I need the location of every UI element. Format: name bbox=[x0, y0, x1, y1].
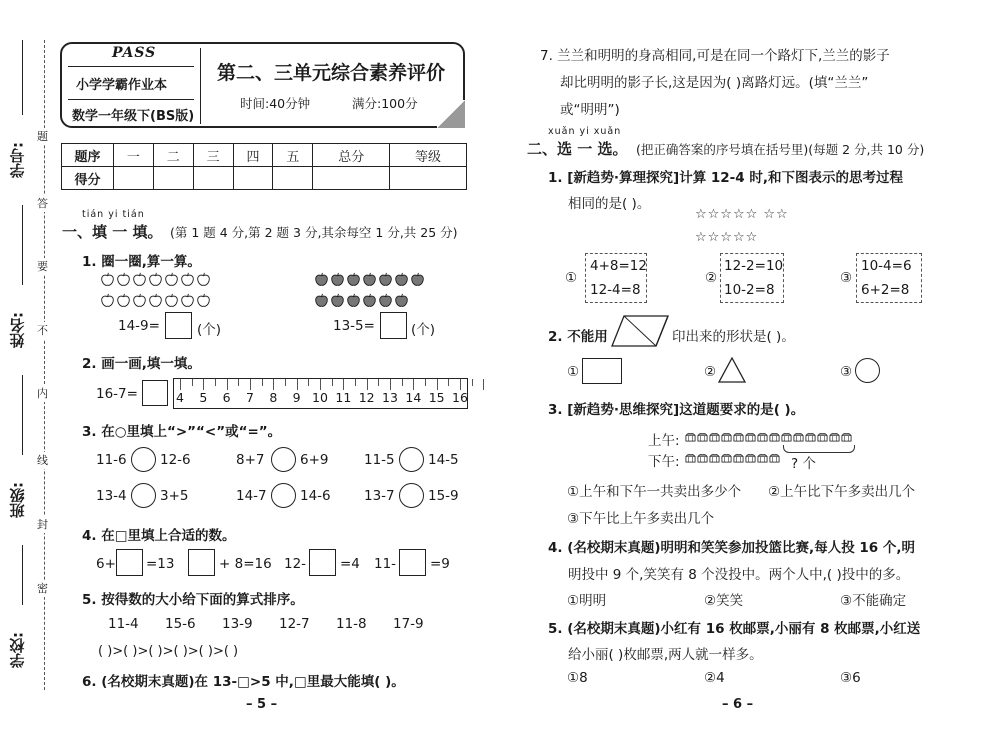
page-number-left: – 5 – bbox=[246, 697, 278, 712]
q4-expr-d-left: 11- bbox=[374, 556, 397, 572]
rectangle-shape-icon bbox=[582, 358, 622, 384]
r-q2-option1-marker[interactable]: ① bbox=[567, 364, 580, 380]
score-cell[interactable] bbox=[114, 167, 154, 190]
page-curl-decoration bbox=[437, 100, 465, 128]
r-q1-option1-step2: 12-4=8 bbox=[590, 282, 641, 298]
apple-icon bbox=[164, 293, 180, 312]
r-q2-line-a: 2. 不能用 bbox=[548, 329, 608, 345]
ruler-tick bbox=[273, 379, 274, 390]
margin-blank-line bbox=[22, 40, 23, 115]
seal-char: 封 bbox=[37, 518, 48, 531]
r-q3-option3[interactable]: ③下午比上午多卖出几个 bbox=[567, 511, 715, 527]
q5-order-blanks[interactable]: ( )>( )>( )>( )>( )>( ) bbox=[98, 644, 239, 659]
q5-title: 5. 按得数的大小给下面的算式排序。 bbox=[82, 592, 304, 608]
q1-answer-box-a[interactable] bbox=[165, 312, 192, 339]
r-q1-option2-step1: 12-2=10 bbox=[724, 258, 784, 274]
seal-char: 题 bbox=[37, 130, 48, 143]
cake-icon bbox=[709, 451, 721, 467]
number-ruler bbox=[173, 378, 468, 409]
q4-expr-c-left: 12- bbox=[284, 556, 307, 572]
cake-icon bbox=[697, 451, 709, 467]
q6-title: 6. (名校期末真题)在 13-□>5 中,□里最大能填( )。 bbox=[82, 674, 405, 690]
ruler-label: 4 bbox=[176, 390, 184, 405]
q3-compare-circle[interactable] bbox=[131, 447, 156, 472]
cake-icon bbox=[757, 451, 769, 467]
margin-field-name: 姓名: bbox=[8, 312, 27, 348]
cake-icon bbox=[769, 430, 781, 446]
apple-icon bbox=[362, 293, 378, 312]
r-q1-option2-marker[interactable]: ② bbox=[705, 270, 718, 286]
ruler-tick bbox=[308, 379, 309, 386]
ruler-tick bbox=[343, 379, 344, 390]
ruler-tick bbox=[483, 379, 484, 390]
q4-answer-box-a[interactable] bbox=[116, 549, 143, 576]
q3-compare-circle[interactable] bbox=[399, 483, 424, 508]
q2-equation: 16-7= bbox=[96, 386, 138, 402]
q3-right-expr: 15-9 bbox=[428, 488, 459, 504]
ruler-label: 16 bbox=[452, 390, 468, 405]
q3-compare-circle[interactable] bbox=[271, 483, 296, 508]
ruler-tick bbox=[320, 379, 321, 390]
score-table-header: 总分 bbox=[313, 144, 390, 167]
score-cell[interactable] bbox=[153, 167, 193, 190]
q3-left-expr: 8+7 bbox=[236, 452, 265, 468]
r-q3-morning-label: 上午: bbox=[648, 433, 680, 449]
score-table-label: 得分 bbox=[62, 167, 114, 190]
score-cell[interactable] bbox=[273, 167, 313, 190]
r-q4-option2[interactable]: ②笑笑 bbox=[704, 593, 744, 609]
q3-right-expr: 14-6 bbox=[300, 488, 331, 504]
cake-icon bbox=[841, 430, 853, 446]
apple-group-filled bbox=[314, 272, 464, 312]
apple-icon bbox=[148, 272, 164, 291]
ruler-tick bbox=[425, 379, 426, 386]
cake-icon bbox=[697, 430, 709, 446]
apple-icon bbox=[346, 293, 362, 312]
q4-expr-c-right: =4 bbox=[340, 556, 360, 572]
margin-blank-line bbox=[22, 205, 23, 285]
apple-icon bbox=[410, 272, 426, 291]
r-q4-option3[interactable]: ③不能确定 bbox=[840, 593, 907, 609]
ruler-label: 6 bbox=[222, 390, 231, 405]
ruler-tick bbox=[180, 379, 181, 390]
q3-compare-circle[interactable] bbox=[399, 447, 424, 472]
ruler-tick bbox=[297, 379, 298, 390]
margin-field-school: 学校: bbox=[8, 632, 27, 668]
cake-icon bbox=[805, 430, 817, 446]
q3-right-expr: 12-6 bbox=[160, 452, 191, 468]
triangle-shape-icon bbox=[718, 357, 746, 383]
ruler-label: 12 bbox=[358, 390, 375, 405]
ruler-tick bbox=[203, 379, 204, 390]
score-table-header: 等级 bbox=[390, 144, 467, 167]
r-q1-option3-step1: 10-4=6 bbox=[861, 258, 912, 274]
q2-title: 2. 画一画,填一填。 bbox=[82, 356, 201, 372]
r-q3-line: 3. [新趋势·思维探究]这道题要求的是( )。 bbox=[548, 402, 805, 418]
ruler-tick bbox=[215, 379, 216, 386]
circle-shape-icon bbox=[855, 358, 880, 383]
q3-compare-circle[interactable] bbox=[131, 483, 156, 508]
score-cell[interactable] bbox=[390, 167, 467, 190]
apple-icon bbox=[132, 272, 148, 291]
apple-icon bbox=[346, 272, 362, 291]
margin-field-student-id: 学号: bbox=[8, 142, 27, 178]
ruler-label: 5 bbox=[199, 390, 208, 405]
cake-icon bbox=[817, 430, 829, 446]
q3-left-expr: 11-6 bbox=[96, 452, 127, 468]
r-q1-option3-step2: 6+2=8 bbox=[861, 282, 910, 298]
header-rule bbox=[68, 66, 194, 67]
exam-time: 时间:40分钟 bbox=[240, 96, 311, 111]
score-cell[interactable] bbox=[193, 167, 233, 190]
apple-icon bbox=[314, 272, 330, 291]
score-table-header: 三 bbox=[193, 144, 233, 167]
ruler-tick bbox=[437, 379, 438, 390]
q3-left-expr: 13-7 bbox=[364, 488, 395, 504]
score-table-header: 一 bbox=[114, 144, 154, 167]
apple-icon bbox=[100, 272, 116, 291]
section1-title: 一、填 一 填。 bbox=[62, 223, 163, 241]
margin-field-class: 班级: bbox=[8, 482, 27, 518]
margin-blank-line bbox=[22, 375, 23, 455]
q1-title: 1. 圈一圈,算一算。 bbox=[82, 254, 201, 270]
seal-char: 答 bbox=[37, 197, 48, 210]
q1-answer-box-b[interactable] bbox=[380, 312, 407, 339]
apple-icon bbox=[394, 272, 410, 291]
ruler-tick bbox=[192, 379, 193, 386]
r-q5-option2[interactable]: ②4 bbox=[704, 670, 725, 686]
q4-expr-d-right: =9 bbox=[430, 556, 450, 572]
r-q5-line1: 5. (名校期末真题)小红有 16 枚邮票,小丽有 8 枚邮票,小红送 bbox=[548, 621, 921, 637]
r-q1-line2: 相同的是( )。 bbox=[568, 196, 651, 212]
q2-answer-box[interactable] bbox=[142, 380, 168, 406]
r-q1-option1-step1: 4+8=12 bbox=[590, 258, 647, 274]
section1-note: (第 1 题 4 分,第 2 题 3 分,其余每空 1 分,共 25 分) bbox=[170, 225, 458, 240]
cakes-morning-row bbox=[685, 430, 853, 446]
q3-compare-circle[interactable] bbox=[271, 447, 296, 472]
exam-full-score: 满分:100分 bbox=[352, 96, 418, 111]
apple-icon bbox=[148, 293, 164, 312]
r-q4-line2: 明投中 9 个,笑笑有 8 个没投中。两个人中,( )投中的多。 bbox=[568, 567, 910, 583]
q4-expr-b: + 8=16 bbox=[219, 556, 272, 572]
q3-left-expr: 14-7 bbox=[236, 488, 267, 504]
score-cell[interactable] bbox=[233, 167, 273, 190]
q3-right-expr: 3+5 bbox=[160, 488, 189, 504]
page-title: 第二、三单元综合素养评价 bbox=[217, 62, 446, 84]
r-q4-option1[interactable]: ①明明 bbox=[567, 593, 607, 609]
ruler-tick bbox=[413, 379, 414, 390]
r-q3-option2[interactable]: ②上午比下午多卖出几个 bbox=[768, 484, 916, 500]
apple-icon bbox=[378, 272, 394, 291]
ruler-tick bbox=[332, 379, 333, 386]
r-q5-option3[interactable]: ③6 bbox=[840, 670, 861, 686]
score-table bbox=[61, 143, 467, 190]
seal-char: 密 bbox=[37, 582, 48, 595]
cake-icon bbox=[793, 430, 805, 446]
q1-equation-b: 13-5= bbox=[333, 318, 375, 334]
apple-icon bbox=[330, 272, 346, 291]
cake-icon bbox=[781, 430, 793, 446]
cake-icon bbox=[757, 430, 769, 446]
r-q4-line1: 4. (名校期末真题)明明和笑笑参加投篮比赛,每人投 16 个,明 bbox=[548, 540, 916, 556]
ruler-tick bbox=[227, 379, 228, 390]
ruler-tick bbox=[367, 379, 368, 390]
prism-stamp-icon bbox=[610, 314, 670, 348]
ruler-label: 8 bbox=[269, 390, 278, 405]
q5-expression: 11-8 bbox=[336, 616, 367, 632]
seal-char: 要 bbox=[37, 260, 48, 273]
cake-icon bbox=[685, 430, 697, 446]
ruler-tick bbox=[472, 379, 473, 386]
r-q5-option1[interactable]: ①8 bbox=[567, 670, 588, 686]
r-q7-line2: 却比明明的影子长,这是因为( )离路灯远。(填“兰兰” bbox=[560, 75, 869, 91]
stars-row-1: ☆☆☆☆☆ ☆☆ bbox=[695, 207, 789, 222]
apple-icon bbox=[100, 293, 116, 312]
score-table-header: 题序 bbox=[62, 144, 114, 167]
section2-title: 二、选 一 选。 bbox=[527, 140, 628, 158]
q4-expr-a-right: =13 bbox=[146, 556, 175, 572]
score-table-header: 四 bbox=[233, 144, 273, 167]
seal-char: 内 bbox=[37, 387, 48, 400]
header-rule bbox=[68, 99, 194, 100]
apple-icon bbox=[330, 293, 346, 312]
r-q7-line1: 7. 兰兰和明明的身高相同,可是在同一个路灯下,兰兰的影子 bbox=[540, 48, 890, 64]
ruler-label: 10 bbox=[312, 390, 328, 405]
q4-title: 4. 在□里填上合适的数。 bbox=[82, 528, 236, 544]
apple-icon bbox=[180, 272, 196, 291]
ruler-label: 15 bbox=[428, 390, 445, 405]
ruler-tick bbox=[262, 379, 263, 386]
grade-edition: 数学一年级下(BS版) bbox=[72, 109, 195, 124]
r-q3-option1[interactable]: ①上午和下午一共卖出多少个 bbox=[567, 484, 742, 500]
r-q2-option3-marker[interactable]: ③ bbox=[840, 364, 853, 380]
q4-answer-box-b[interactable] bbox=[188, 549, 215, 576]
r-q1-line1: 1. [新趋势·算理探究]计算 12-4 时,和下图表示的思考过程 bbox=[548, 170, 904, 186]
q3-right-expr: 6+9 bbox=[300, 452, 329, 468]
score-table-header: 二 bbox=[153, 144, 193, 167]
ruler-tick bbox=[390, 379, 391, 390]
stars-row-2: ☆☆☆☆☆ bbox=[695, 230, 759, 245]
title-header bbox=[60, 42, 465, 128]
r-q1-option2-step2: 10-2=8 bbox=[724, 282, 775, 298]
q4-answer-box-c[interactable] bbox=[309, 549, 336, 576]
cake-icon bbox=[685, 451, 697, 467]
ruler-tick bbox=[238, 379, 239, 386]
ruler-tick bbox=[460, 379, 461, 390]
cake-icon bbox=[733, 430, 745, 446]
ruler-tick bbox=[355, 379, 356, 386]
r-q3-unknown-label: ? 个 bbox=[791, 456, 816, 472]
cake-icon bbox=[745, 430, 757, 446]
apple-icon bbox=[314, 293, 330, 312]
cake-icon bbox=[769, 451, 781, 467]
ruler-tick bbox=[285, 379, 286, 386]
q5-expression: 13-9 bbox=[222, 616, 253, 632]
series-name: 小学学霸作业本 bbox=[76, 78, 168, 93]
apple-group-outline bbox=[100, 272, 250, 312]
q1-unit-b: (个) bbox=[411, 322, 436, 338]
apple-icon bbox=[180, 293, 196, 312]
cake-icon bbox=[709, 430, 721, 446]
section2-note: (把正确答案的序号填在括号里)(每题 2 分,共 10 分) bbox=[636, 142, 925, 157]
q4-answer-box-d[interactable] bbox=[399, 549, 426, 576]
brand-logo: PASS bbox=[112, 45, 157, 61]
page-number-right: – 6 – bbox=[722, 697, 754, 712]
section1-pinyin: tián yi tián bbox=[82, 209, 145, 220]
q4-expr-a-left: 6+ bbox=[96, 556, 116, 572]
q1-equation-a: 14-9= bbox=[118, 318, 160, 334]
cake-icon bbox=[829, 430, 841, 446]
cake-icon bbox=[721, 451, 733, 467]
q3-right-expr: 14-5 bbox=[428, 452, 459, 468]
header-divider bbox=[200, 48, 201, 124]
r-q5-line2: 给小丽( )枚邮票,两人就一样多。 bbox=[568, 647, 763, 663]
margin-blank-line bbox=[22, 545, 23, 605]
seal-char: 线 bbox=[37, 454, 48, 467]
ruler-tick bbox=[448, 379, 449, 386]
apple-icon bbox=[394, 293, 410, 312]
score-table-header: 五 bbox=[273, 144, 313, 167]
q5-expression: 11-4 bbox=[108, 616, 139, 632]
cake-icon bbox=[745, 451, 757, 467]
q5-expression: 17-9 bbox=[393, 616, 424, 632]
q3-left-expr: 11-5 bbox=[364, 452, 395, 468]
apple-icon bbox=[378, 293, 394, 312]
apple-icon bbox=[132, 293, 148, 312]
seal-char: 不 bbox=[37, 324, 48, 337]
ruler-tick bbox=[250, 379, 251, 390]
q3-left-expr: 13-4 bbox=[96, 488, 127, 504]
q5-expression: 15-6 bbox=[165, 616, 196, 632]
cakes-afternoon-row bbox=[685, 451, 781, 467]
r-q2-line-b: 印出来的形状是( )。 bbox=[672, 329, 795, 345]
apple-icon bbox=[196, 293, 212, 312]
ruler-label: 13 bbox=[382, 390, 398, 405]
cake-icon bbox=[733, 451, 745, 467]
apple-icon bbox=[362, 272, 378, 291]
apple-icon bbox=[116, 272, 132, 291]
r-q7-line3: 或“明明”) bbox=[560, 102, 620, 118]
apple-icon bbox=[164, 272, 180, 291]
ruler-tick bbox=[378, 379, 379, 386]
ruler-label: 9 bbox=[292, 390, 301, 405]
r-q1-option3-marker[interactable]: ③ bbox=[840, 270, 853, 286]
apple-icon bbox=[196, 272, 212, 291]
r-q3-afternoon-label: 下午: bbox=[648, 454, 680, 470]
ruler-tick bbox=[402, 379, 403, 386]
ruler-label: 7 bbox=[246, 390, 254, 405]
score-cell[interactable] bbox=[313, 167, 390, 190]
q5-expression: 12-7 bbox=[279, 616, 310, 632]
ruler-label: 11 bbox=[335, 390, 352, 405]
r-q1-option1-marker[interactable]: ① bbox=[565, 270, 578, 286]
q3-title: 3. 在○里填上“>”“<”或“=”。 bbox=[82, 424, 282, 440]
apple-icon bbox=[116, 293, 132, 312]
ruler-label: 14 bbox=[405, 390, 422, 405]
r-q2-option2-marker[interactable]: ② bbox=[704, 364, 717, 380]
cake-icon bbox=[721, 430, 733, 446]
section2-pinyin: xuǎn yi xuǎn bbox=[548, 126, 622, 137]
q1-unit-a: (个) bbox=[197, 322, 222, 338]
